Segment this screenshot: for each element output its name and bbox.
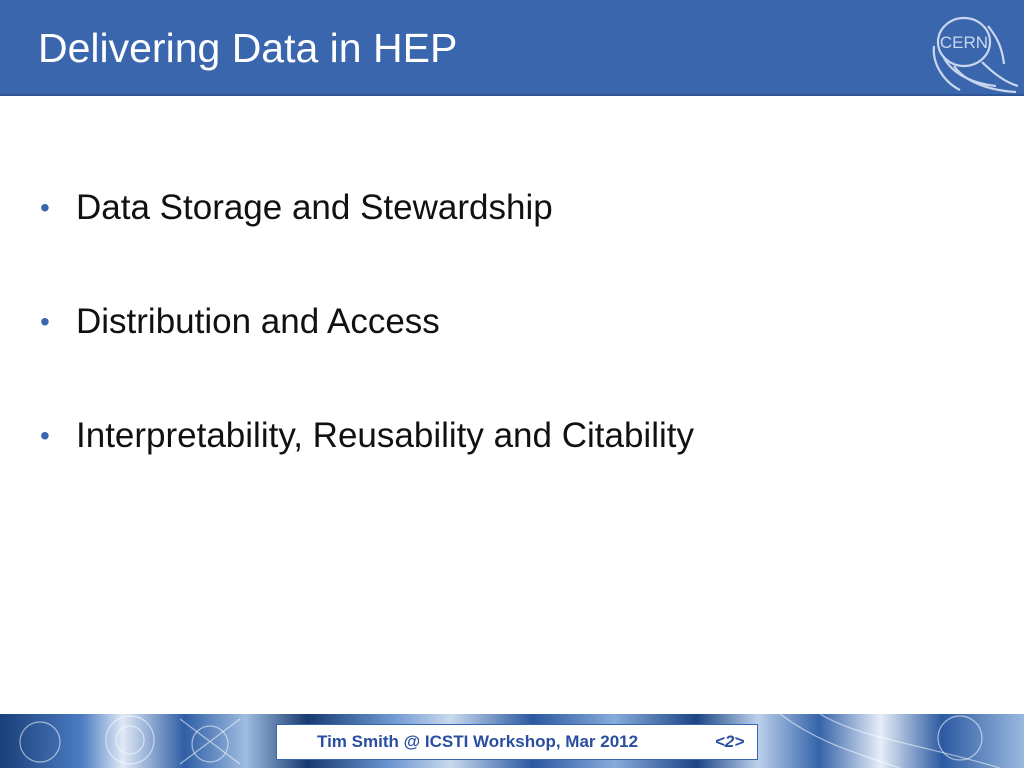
list-item: [40, 299, 694, 413]
bullet-text: Interpretability, Reusability and Citability: [76, 416, 694, 455]
footer-label: [276, 724, 758, 760]
page-number: <2>: [715, 732, 745, 751]
bullet-dot: •: [40, 420, 50, 451]
header-bar: [0, 0, 1024, 96]
bullet-list: [40, 185, 694, 527]
list-item: [40, 413, 694, 527]
list-item: [40, 185, 694, 299]
svg-text:CERN: CERN: [939, 33, 989, 52]
bullet-dot: •: [40, 306, 50, 337]
footer-text: Tim Smith @ ICSTI Workshop, Mar 2012: [317, 732, 639, 751]
cern-logo: [924, 6, 1020, 94]
slide-title: Delivering Data in HEP: [38, 25, 458, 71]
bullet-text: Data Storage and Stewardship: [76, 188, 553, 227]
bullet-dot: •: [40, 192, 50, 223]
bullet-text: Distribution and Access: [76, 302, 440, 341]
